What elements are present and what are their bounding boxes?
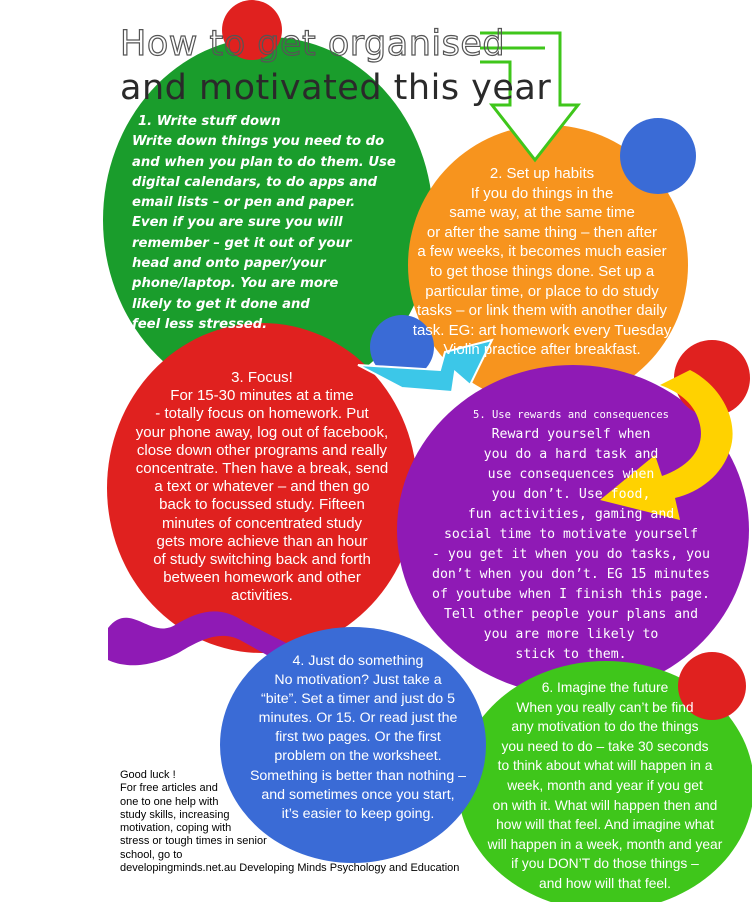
footer-line: Good luck ! xyxy=(120,769,176,781)
section-line: If you do things in the xyxy=(470,184,614,202)
section-line: Even if you are sure you will xyxy=(132,215,343,231)
section-line: back to focussed study. Fifteen xyxy=(159,496,365,514)
section-line: Reward yourself when xyxy=(491,427,651,442)
section-line: activities. xyxy=(231,587,293,605)
section-line: you do a hard task and xyxy=(483,447,659,462)
section-heading: 4. Just do something xyxy=(292,653,424,669)
section-line: Something is better than nothing – xyxy=(249,767,467,784)
section-line: a few weeks, it becomes much easier xyxy=(417,243,667,261)
footer-line: motivation, coping with xyxy=(120,822,232,835)
section-line: or after the same thing – then after xyxy=(426,223,658,241)
section-line: minutes of concentrated study xyxy=(161,514,363,532)
section-line: For 15-30 minutes at a time xyxy=(170,387,354,405)
section-line: any motivation to do the things xyxy=(511,719,699,735)
section-line: same way, at the same time xyxy=(449,204,635,222)
section-heading: 5. Use rewards and consequences xyxy=(473,409,669,421)
section-line: and how will that feel. xyxy=(539,875,671,891)
section-line: remember – get it out of your xyxy=(132,235,352,251)
section-line: use consequences when xyxy=(487,467,655,482)
section-heading: 3. Focus! xyxy=(231,369,293,386)
section-line: you are more likely to xyxy=(483,627,659,642)
section-line: tasks – or link them with another daily xyxy=(416,302,668,320)
section-line: stick to them. xyxy=(515,647,627,662)
section-line: of youtube when I finish this page. xyxy=(432,587,710,602)
section-line: email lists – or pen and paper. xyxy=(132,195,356,211)
section-line: Tell other people your plans and xyxy=(443,607,699,622)
section-line: - totally focus on homework. Put xyxy=(155,405,369,423)
section-imagine-the-future xyxy=(460,678,750,894)
section-line: don’t when you don’t. EG 15 minutes xyxy=(432,567,710,582)
section-line: and when you plan to do them. Use xyxy=(132,154,396,170)
section-line: how will that feel. And imagine what xyxy=(496,817,714,833)
section-line: minutes. Or 15. Or read just the xyxy=(258,710,458,727)
section-line: task. EG: art homework every Tuesday xyxy=(412,321,672,339)
footer-line: study skills, increasing xyxy=(120,808,230,821)
section-line: it’s easier to keep going. xyxy=(281,805,435,822)
section-line: problem on the worksheet. xyxy=(274,748,442,765)
section-line: of study switching back and forth xyxy=(153,551,371,569)
section-line: head and onto paper/your xyxy=(132,256,326,272)
section-line: first two pages. Or the first xyxy=(275,729,441,746)
section-heading: 6. Imagine the future xyxy=(541,680,669,695)
section-line: When you really can’t be find xyxy=(516,699,694,715)
section-line: to think about what will happen in a xyxy=(497,758,713,774)
section-write-stuff-down xyxy=(132,112,412,335)
section-line: to get those things done. Set up a xyxy=(429,262,655,280)
section-line: Write down things you need to do xyxy=(132,134,385,150)
section-line: between homework and other xyxy=(163,569,361,587)
footer-line: developingminds.net.au Developing Minds Psychology and Education xyxy=(120,862,460,875)
section-line: feel less stressed. xyxy=(132,316,268,332)
section-line: your phone away, log out of facebook, xyxy=(135,423,389,441)
section-focus xyxy=(112,369,412,606)
section-line: if you DON’T do those things – xyxy=(511,856,699,872)
section-line: fun activities, gaming and xyxy=(467,507,675,522)
section-line: phone/laptop. You are more xyxy=(132,276,339,292)
section-line: a text or whatever – and then go xyxy=(154,478,370,496)
section-line: close down other programs and really xyxy=(136,441,388,459)
section-line: likely to get it done and xyxy=(132,296,310,312)
section-line: week, month and year if you get xyxy=(507,777,703,793)
section-line: will happen in a week, month and year xyxy=(487,836,723,852)
section-line: - you get it when you do tasks, you xyxy=(432,547,710,562)
section-line: and sometimes once you start, xyxy=(261,786,455,803)
section-line: Violin practice after breakfast. xyxy=(443,341,641,359)
footer-line: stress or tough times in senior xyxy=(120,835,267,848)
section-set-up-habits xyxy=(392,164,692,360)
section-line: you need to do – take 30 seconds xyxy=(501,738,709,754)
section-line: social time to motivate yourself xyxy=(443,527,699,542)
title-line-1: How to get organised xyxy=(120,24,506,64)
section-heading: 1. Write stuff down xyxy=(138,114,281,129)
section-rewards-consequences xyxy=(396,405,746,665)
section-line: concentrate. Then have a break, send xyxy=(135,460,389,478)
page-title xyxy=(120,22,551,110)
section-line: particular time, or place to do study xyxy=(425,282,659,300)
section-line: on with it. What will happen then and xyxy=(492,797,718,813)
footer-line: For free articles and xyxy=(120,782,218,795)
section-line: digital calendars, to do apps and xyxy=(132,174,378,190)
section-line: No motivation? Just take a xyxy=(274,672,442,689)
section-line: “bite”. Set a timer and just do 5 xyxy=(261,691,455,708)
footer-line: school, go to xyxy=(120,848,183,861)
section-line: you don’t. Use food, xyxy=(491,487,651,502)
section-line: gets more achieve than an hour xyxy=(156,532,368,550)
section-heading: 2. Set up habits xyxy=(489,165,595,182)
footer-line: one to one help with xyxy=(120,795,219,808)
footer-note xyxy=(120,769,459,875)
title-line-2: and motivated this year xyxy=(120,68,552,108)
